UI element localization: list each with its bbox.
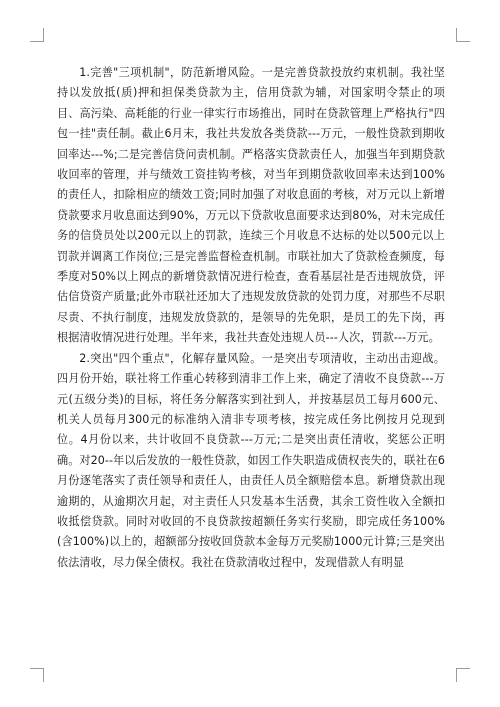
paragraph-risk-resolution: 2.突出"四个重点"，化解存量风险。一是突出专项清收，主动出击迎战。四月份开始，联社将工作重心转移到清非工作上来，确定了清收不良贷款---万元(五级分类)的目标，将任务分解落实到社到人，并按基层员工每月600元、机关人员每月300元的标准纳入清非专项考核，按完成任务比例按月兑现到位。4月份以来，共计收回不良贷款---万元;二是突出责任清收，奖惩公正明确。对20--年以后发放的一般性贷款，如因工作失职造成债权丧失的，联社在6月份逐笔落实了责任领导和责任人，由责任人员全额赔偿本息。新增贷款出现逾期的，从逾期次月起，对主责任人只发基本生活费，其余工资性收入全额扣收抵偿贷款。同时对收回的不良贷款按超额任务实行奖励，即完成任务100%(含100%)以上的，超额部分按收回贷款本金每万元奖励1000元计算;三是突出依法清收，尽力保全债权。我社在贷款清收过程中，发现借款人有明显 (57, 351, 445, 569)
paragraph-risk-prevention: 1.完善"三项机制"，防范新增风险。一是完善贷款投放约束机制。我社坚持以发放抵(质)押和担保类贷款为主，信用贷款为辅，对国家明令禁止的项目、高污染、高耗能的行业一律实行市场推出，同时在贷款管理上严格执行"四包一挂"责任制。截止6月末，我社共发放各类贷款---万元，一般性贷款到期收回率达---%;二是完善信贷问责机制。严格落实贷款责任人，加强当年到期贷款收回率的管理，并与绩效工资挂钩考核，对当年到期贷款收回率未达到100%的责任人，扣除相应的绩效工资;同时加强了对收息面的考核，对万元以上新增贷款要求月收息面达到90%，万元以下贷款收息面要求达到80%，对未完成任务的信贷员处以200元以上的罚款，连续三个月收息不达标的处以500元以上罚款并调离工作岗位;三是完善监督检查机制。市联社加大了贷款检查频度，每季度对50%以上网点的新增贷款情况进行检查，查看基层社是否违规放贷，评估信贷资产质量;此外市联社还加大了违规发放贷款的处罚力度，对那些不尽职尽责、不执行制度，违规发放贷款的，是领导的先免职，是员工的先下岗，再根据清收情况进行处理。半年来，我社共查处违规人员---人次，罚款---万元。 (57, 66, 445, 345)
crop-mark-top-right (456, 28, 470, 42)
document-body (57, 63, 445, 573)
crop-mark-bottom-left (30, 668, 44, 682)
crop-mark-top-left (30, 28, 44, 42)
crop-mark-bottom-right (456, 668, 470, 682)
